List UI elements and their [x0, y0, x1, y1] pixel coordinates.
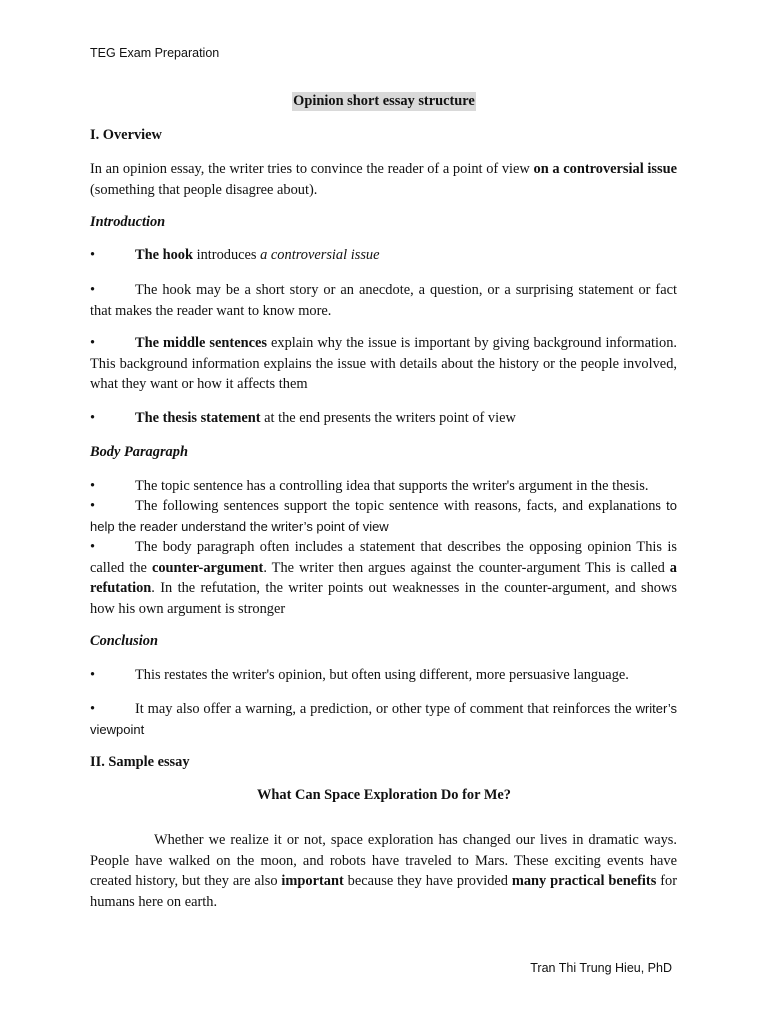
hook-bullet: [90, 245, 677, 266]
hook-italic: a controversial issue: [260, 247, 380, 263]
bullet: •: [90, 410, 96, 426]
body-item-2: [90, 496, 677, 537]
middle-bold: The middle sentences: [135, 335, 267, 351]
body-paragraph-heading: Body Paragraph: [90, 444, 188, 460]
body-item-1-text: The topic sentence has a controlling idea that supports the writer's argument in the thesis.: [135, 478, 649, 494]
bullet: •: [90, 701, 96, 717]
overview-text-2: (something that people disagree about).: [90, 181, 318, 198]
page-footer: Tran Thi Trung Hieu, PhD: [530, 961, 672, 975]
important-bold: important: [281, 873, 344, 890]
middle-text: explain why the issue is important by giving background information. This background information explains the issue with details about the history or the people involved, what they want or how it affects them: [90, 335, 677, 393]
body-item-3-text-a: The body paragraph often includes a statement that describes the opposing opinion This is called the: [90, 539, 677, 576]
conclusion-item-2-text-b: writer’s viewpoint: [90, 701, 677, 737]
essay-paragraph: [90, 830, 677, 913]
introduction-heading: Introduction: [90, 214, 166, 230]
overview-paragraph: [90, 159, 677, 200]
conclusion-item-2: [90, 699, 677, 740]
hook-bold: The hook: [135, 247, 193, 263]
bullet: •: [90, 282, 96, 298]
conclusion-heading: Conclusion: [90, 633, 158, 649]
thesis-bullet: [90, 408, 677, 429]
thesis-bold: The thesis statement: [135, 410, 261, 426]
essay-title: What Can Space Exploration Do for Me?: [257, 787, 511, 803]
body-item-3-text-b: . The writer then argues against the counter-argument This is called: [263, 559, 670, 576]
conclusion-item-1: [90, 665, 677, 686]
hook-detail-bullet: [90, 280, 677, 321]
hook-text: introduces: [192, 247, 261, 263]
bullet: •: [90, 247, 96, 263]
bullet: •: [90, 539, 96, 555]
essay-text-a: Whether we realize it or not, space exploration has changed our lives in dramatic ways. People have walked on the moon, and robots have traveled to Mars. These exciting events have created history, but they are also: [90, 832, 677, 890]
conclusion-item-1-text: This restates the writer's opinion, but often using different, more persuasive language.: [135, 667, 629, 683]
bullet: •: [90, 335, 96, 351]
bullet: •: [90, 478, 96, 494]
overview-bold: on a controversial issue: [533, 161, 677, 177]
document-title: Opinion short essay structure: [293, 93, 475, 109]
body-item-2-text-b: to help the reader understand the writer’s point of view: [90, 498, 677, 534]
sample-heading: II. Sample essay: [90, 754, 190, 770]
body-item-2-text-a: The following sentences support the topic sentence with reasons, facts, and explanations: [135, 498, 667, 514]
hook-detail-text: The hook may be a short story or an anecdote, a question, or a surprising statement or fact that makes the reader want to know more.: [90, 282, 677, 319]
thesis-text: at the end presents the writers point of view: [260, 410, 516, 426]
middle-sentences-bullet: [90, 333, 677, 395]
body-item-1: [90, 476, 677, 497]
page-header: TEG Exam Preparation: [90, 46, 220, 60]
title-wrap: [0, 92, 768, 111]
body-item-3: [90, 537, 677, 620]
bullet: •: [90, 667, 96, 683]
body-item-3-text-c: . In the refutation, the writer points out weaknesses in the counter-argument, and shows how his own argument is stronger: [90, 580, 677, 618]
overview-heading: I. Overview: [90, 127, 162, 143]
overview-text-1: In an opinion essay, the writer tries to convince the reader of a point of view: [90, 161, 534, 177]
conclusion-item-2-text-a: It may also offer a warning, a prediction, or other type of comment that reinforces the: [135, 701, 636, 717]
counter-argument-bold: counter-argument: [151, 559, 264, 576]
refutation-bold: a refutation: [90, 559, 677, 597]
bullet: •: [90, 498, 96, 514]
essay-text-c: for humans here on earth.: [90, 873, 677, 911]
essay-text-b: because they have provided: [343, 873, 512, 890]
practical-benefits-bold: many practical benefits: [511, 873, 657, 890]
